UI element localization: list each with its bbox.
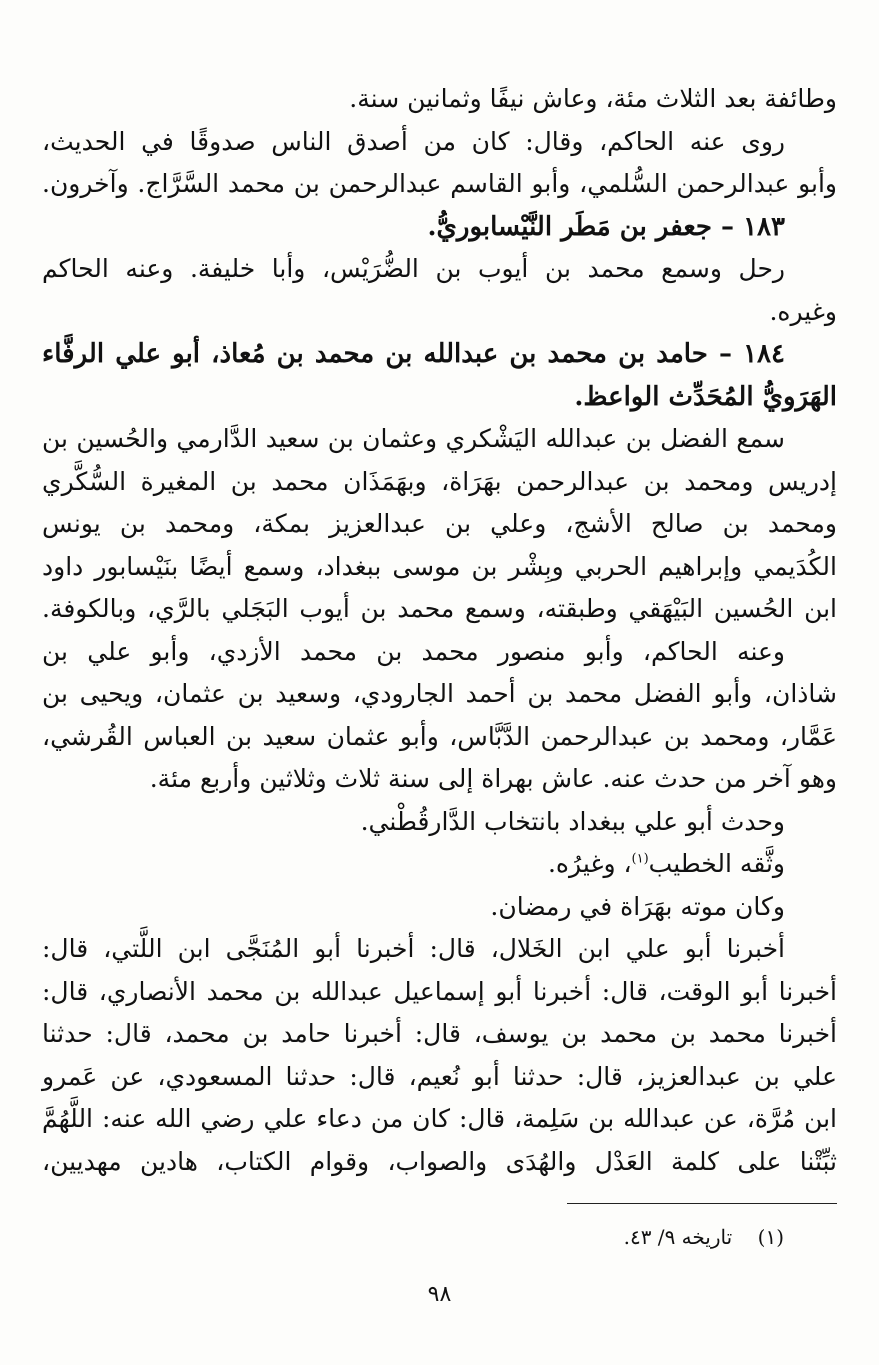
text-line: ومحمد بن صالح الأشج، وعلي بن عبدالعزيز بمكة، ومحمد بن يونس: [42, 509, 837, 538]
text-line: سمع الفضل بن عبدالله اليَشْكري وعثمان بن سعيد الدَّارمي والحُسين بن: [42, 424, 785, 453]
text-line: الكُدَيمي وإبراهيم الحربي وبِشْر بن موسى ببغداد، وسمع أيضًا بنَيْسابور داود: [42, 551, 837, 581]
footnote-text: تاريخه ٩/ ٤٣.: [623, 1225, 733, 1249]
text-line: وكان موته بهَرَاة في رمضان.: [490, 891, 785, 921]
entry-heading-line: ١٨٣ – جعفر بن مَطَر النَّيْسابوريُّ.: [427, 211, 785, 242]
footnote-marker: (١): [757, 1225, 784, 1249]
text-line: ثبِّتْنا على كلمة العَدْل والهُدَى والصواب، وقوام الكتاب، هادين مهديين،: [42, 1146, 837, 1176]
text-line: روى عنه الحاكم، وقال: كان من أصدق الناس صدوقًا في الحديث،: [42, 126, 785, 156]
text-fragment: وثَّقه الخطيب: [648, 849, 785, 878]
text-line: وعنه الحاكم، وأبو منصور محمد بن محمد الأزدي، وأبو علي بن: [42, 636, 785, 666]
text-line: إدريس ومحمد بن عبدالرحمن بهَرَاة، وبهَمَذَان محمد بن المغيرة السُّكَّري: [42, 466, 837, 496]
text-line: أخبرنا أبو علي ابن الخَلال، قال: أخبرنا أبو المُنَجَّى ابن اللَّتي، قال:: [42, 934, 785, 963]
entry-heading-line: ١٨٤ – حامد بن محمد بن عبدالله بن محمد بن مُعاذ، أبو علي الرفَّاء: [42, 339, 785, 369]
entry-heading-line: الهَرَويُّ المُحَدِّث الواعظ.: [574, 381, 837, 412]
text-line: عَمَّار، ومحمد بن عبدالرحمن الدَّبَّاس، وأبو عثمان سعيد بن العباس القُرشي،: [42, 721, 837, 751]
text-line: وحدث أبو علي ببغداد بانتخاب الدَّارقُطْني.: [360, 806, 785, 836]
text-fragment: ، وغيرُه.: [547, 849, 632, 878]
page-number: ٩٨: [427, 1282, 452, 1307]
footnote-separator: [567, 1203, 837, 1204]
text-line: وأبو عبدالرحمن السُّلمي، وأبو القاسم عبدالرحمن بن محمد السَّرَّاج. وآخرون.: [42, 169, 837, 198]
text-line: ابن الحُسين البَيْهَقي وطبقته، وسمع محمد بن أيوب البَجَلي بالرَّي، وبالكوفة.: [42, 594, 837, 623]
text-line: ابن مُرَّة، عن عبدالله بن سَلِمة، قال: كان من دعاء علي رضي الله عنه: اللَّهُمَّ: [42, 1104, 837, 1133]
text-line: وهو آخر من حدث عنه. عاش بهراة إلى سنة ثلاث وثلاثين وأربع مئة.: [149, 764, 837, 793]
text-line: [42, 843, 837, 886]
text-line: شاذان، وأبو الفضل محمد بن أحمد الجارودي، وسعيد بن عثمان، ويحيى بن: [42, 679, 837, 708]
text-line: وطائفة بعد الثلاث مئة، وعاش نيفًا وثمانين سنة.: [349, 84, 837, 113]
page-body: [42, 78, 837, 1183]
text-line: علي بن عبدالعزيز، قال: حدثنا أبو نُعيم، قال: حدثنا المسعودي، عن عَمرو: [42, 1061, 837, 1091]
text-line: رحل وسمع محمد بن أيوب بن الضُّرَيْس، وأبا خليفة. وعنه الحاكم: [42, 254, 785, 283]
text-line: وغيره.: [769, 296, 837, 326]
footnote-reference[interactable]: (١): [631, 851, 649, 867]
text-line: أخبرنا محمد بن محمد بن يوسف، قال: أخبرنا حامد بن محمد، قال: حدثنا: [42, 1019, 837, 1048]
text-line: أخبرنا أبو الوقت، قال: أخبرنا أبو إسماعيل عبدالله بن محمد الأنصاري، قال:: [42, 976, 837, 1006]
footnote: [624, 1222, 784, 1252]
